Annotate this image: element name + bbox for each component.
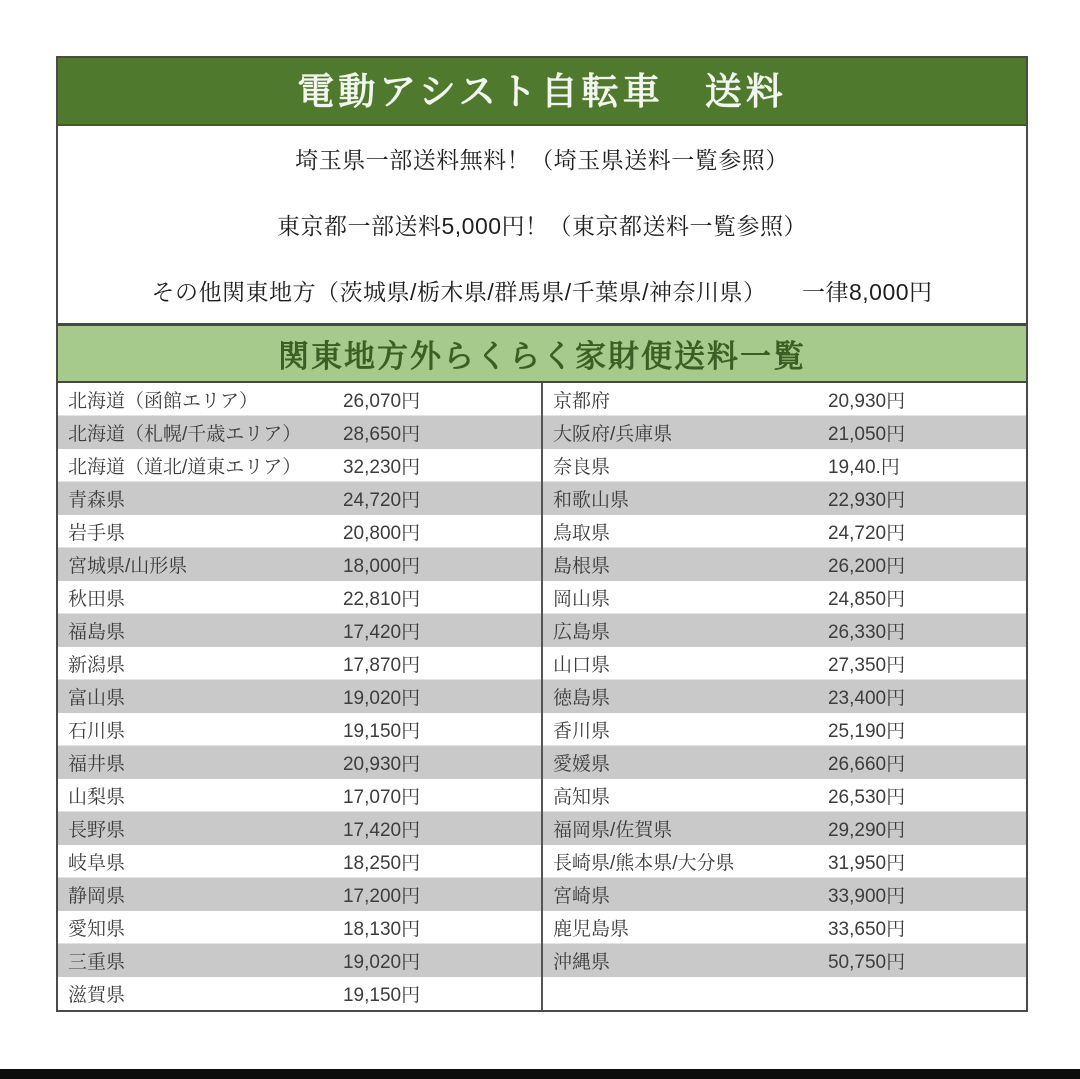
region-cell: 長崎県/熊本県/大分県 bbox=[553, 852, 735, 874]
region-cell: 愛知県 bbox=[68, 918, 126, 940]
region-cell: 富山県 bbox=[68, 688, 126, 709]
region-cell: 奈良県 bbox=[553, 456, 611, 478]
bottom-black-bar bbox=[0, 1069, 1080, 1079]
fee-cell: 19,40.円 bbox=[827, 456, 900, 478]
fee-cell: 26,530円 bbox=[827, 786, 906, 808]
fee-cell: 26,200円 bbox=[827, 556, 906, 577]
note-saitama: 埼玉県一部送料無料！（埼玉県送料一覧参照） bbox=[295, 147, 789, 174]
table-row bbox=[543, 977, 1026, 1010]
table-row bbox=[58, 812, 541, 845]
table-row bbox=[543, 944, 1026, 977]
table-row bbox=[543, 515, 1026, 548]
fee-cell: 18,130円 bbox=[342, 918, 421, 940]
region-cell: 京都府 bbox=[553, 390, 611, 412]
table-row bbox=[58, 845, 541, 878]
shipping-notes bbox=[58, 126, 1026, 323]
region-cell: 福岡県/佐賀県 bbox=[553, 820, 673, 841]
region-cell: 愛媛県 bbox=[553, 754, 611, 775]
region-cell: 岡山県 bbox=[553, 588, 611, 610]
fee-cell: 50,750円 bbox=[827, 952, 906, 973]
fee-cell: 19,020円 bbox=[342, 952, 421, 973]
table-row bbox=[543, 449, 1026, 482]
main-header-band bbox=[58, 58, 1026, 126]
fee-cell: 26,070円 bbox=[342, 390, 421, 412]
fee-cell: 31,950円 bbox=[827, 852, 906, 874]
table-row bbox=[58, 680, 541, 713]
fee-cell: 18,000円 bbox=[342, 556, 421, 577]
region-cell: 静岡県 bbox=[68, 886, 126, 907]
fee-cell: 29,290円 bbox=[827, 820, 906, 841]
table-row bbox=[543, 647, 1026, 680]
region-cell: 三重県 bbox=[68, 952, 126, 973]
fee-cell: 25,190円 bbox=[827, 720, 906, 742]
table-column-left bbox=[58, 383, 541, 1010]
table-row bbox=[543, 878, 1026, 911]
table-row bbox=[543, 845, 1026, 878]
region-cell: 鹿児島県 bbox=[553, 918, 630, 940]
fee-cell: 22,930円 bbox=[827, 490, 906, 511]
table-column-right bbox=[541, 383, 1026, 1010]
fee-cell: 20,800円 bbox=[342, 522, 421, 544]
table-row bbox=[58, 449, 541, 482]
fee-cell: 17,870円 bbox=[342, 654, 421, 676]
fee-cell: 33,650円 bbox=[827, 918, 906, 940]
table-row bbox=[58, 911, 541, 944]
fee-cell: 20,930円 bbox=[827, 390, 906, 412]
table-row bbox=[58, 515, 541, 548]
table-row bbox=[58, 746, 541, 779]
region-cell: 滋賀県 bbox=[68, 985, 126, 1006]
table-row bbox=[58, 779, 541, 812]
table-row bbox=[543, 581, 1026, 614]
region-cell: 福島県 bbox=[68, 622, 126, 643]
region-cell: 北海道（道北/道東エリア） bbox=[68, 456, 302, 478]
content-box bbox=[56, 56, 1028, 1012]
table-title: 関東地方外らくらく家財便送料一覧 bbox=[278, 339, 806, 374]
fee-cell: 32,230円 bbox=[342, 456, 421, 478]
fee-cell: 27,350円 bbox=[827, 654, 906, 676]
fee-cell: 23,400円 bbox=[827, 688, 906, 709]
region-cell: 山梨県 bbox=[68, 786, 126, 808]
table-row bbox=[58, 647, 541, 680]
table-row bbox=[58, 713, 541, 746]
note-other-kanto: その他関東地方（茨城県/栃木県/群馬県/千葉県/神奈川県） 一律8,000円 bbox=[151, 278, 933, 305]
page-title: 電動アシスト自転車 送料 bbox=[297, 70, 787, 112]
table-row bbox=[543, 614, 1026, 647]
table-row bbox=[543, 713, 1026, 746]
region-cell: 広島県 bbox=[553, 622, 611, 643]
fee-cell: 24,720円 bbox=[827, 522, 906, 544]
table-row bbox=[543, 746, 1026, 779]
region-cell: 岐阜県 bbox=[68, 852, 126, 874]
region-cell: 徳島県 bbox=[553, 688, 611, 709]
table-row bbox=[543, 812, 1026, 845]
table-row bbox=[543, 416, 1026, 449]
table-row bbox=[543, 548, 1026, 581]
table-row bbox=[58, 548, 541, 581]
fee-cell: 17,420円 bbox=[342, 622, 421, 643]
region-cell: 北海道（札幌/千歳エリア） bbox=[68, 424, 302, 445]
region-cell: 青森県 bbox=[68, 490, 126, 511]
region-cell: 秋田県 bbox=[68, 588, 126, 610]
fee-cell: 33,900円 bbox=[827, 886, 906, 907]
region-cell: 石川県 bbox=[68, 720, 126, 742]
region-cell: 岩手県 bbox=[68, 522, 126, 544]
fee-cell: 17,200円 bbox=[342, 886, 421, 907]
region-cell: 沖縄県 bbox=[553, 952, 611, 973]
region-cell: 北海道（函館エリア） bbox=[68, 390, 259, 412]
table-header-band bbox=[58, 323, 1026, 383]
fee-cell: 22,810円 bbox=[342, 588, 421, 610]
region-cell: 新潟県 bbox=[68, 654, 126, 676]
region-cell: 宮崎県 bbox=[553, 886, 611, 907]
fee-cell: 17,070円 bbox=[342, 786, 421, 808]
fee-cell: 28,650円 bbox=[342, 424, 421, 445]
fee-cell: 26,330円 bbox=[827, 622, 906, 643]
table-row bbox=[58, 878, 541, 911]
table-row bbox=[58, 581, 541, 614]
region-cell: 山口県 bbox=[553, 654, 611, 676]
fee-cell: 19,150円 bbox=[342, 720, 421, 742]
table-row bbox=[58, 383, 541, 416]
region-cell: 高知県 bbox=[553, 786, 611, 808]
fee-cell: 21,050円 bbox=[827, 424, 906, 445]
region-cell: 和歌山県 bbox=[553, 490, 630, 511]
table-row bbox=[543, 482, 1026, 515]
region-cell: 香川県 bbox=[553, 720, 611, 742]
fee-cell: 19,020円 bbox=[342, 688, 421, 709]
note-tokyo: 東京都一部送料5,000円！（東京都送料一覧参照） bbox=[276, 213, 808, 239]
table-row bbox=[58, 614, 541, 647]
table-row bbox=[543, 383, 1026, 416]
table-row bbox=[543, 911, 1026, 944]
table-row bbox=[58, 977, 541, 1010]
region-cell: 宮城県/山形県 bbox=[68, 556, 188, 577]
shipping-fee-table bbox=[58, 383, 1026, 1010]
table-row bbox=[58, 482, 541, 515]
fee-cell: 26,660円 bbox=[827, 754, 906, 775]
table-row bbox=[543, 680, 1026, 713]
table-row bbox=[543, 779, 1026, 812]
fee-cell: 24,850円 bbox=[827, 588, 906, 610]
fee-cell: 20,930円 bbox=[342, 754, 421, 775]
region-cell: 大阪府/兵庫県 bbox=[553, 424, 673, 445]
fee-cell: 18,250円 bbox=[342, 852, 421, 874]
fee-cell: 17,420円 bbox=[342, 820, 421, 841]
fee-cell: 24,720円 bbox=[342, 490, 421, 511]
table-row bbox=[58, 416, 541, 449]
fee-cell: 19,150円 bbox=[342, 985, 421, 1006]
region-cell: 鳥取県 bbox=[553, 522, 611, 544]
region-cell: 福井県 bbox=[68, 754, 126, 775]
table-row bbox=[58, 944, 541, 977]
region-cell: 長野県 bbox=[68, 820, 126, 841]
region-cell: 島根県 bbox=[553, 556, 611, 577]
